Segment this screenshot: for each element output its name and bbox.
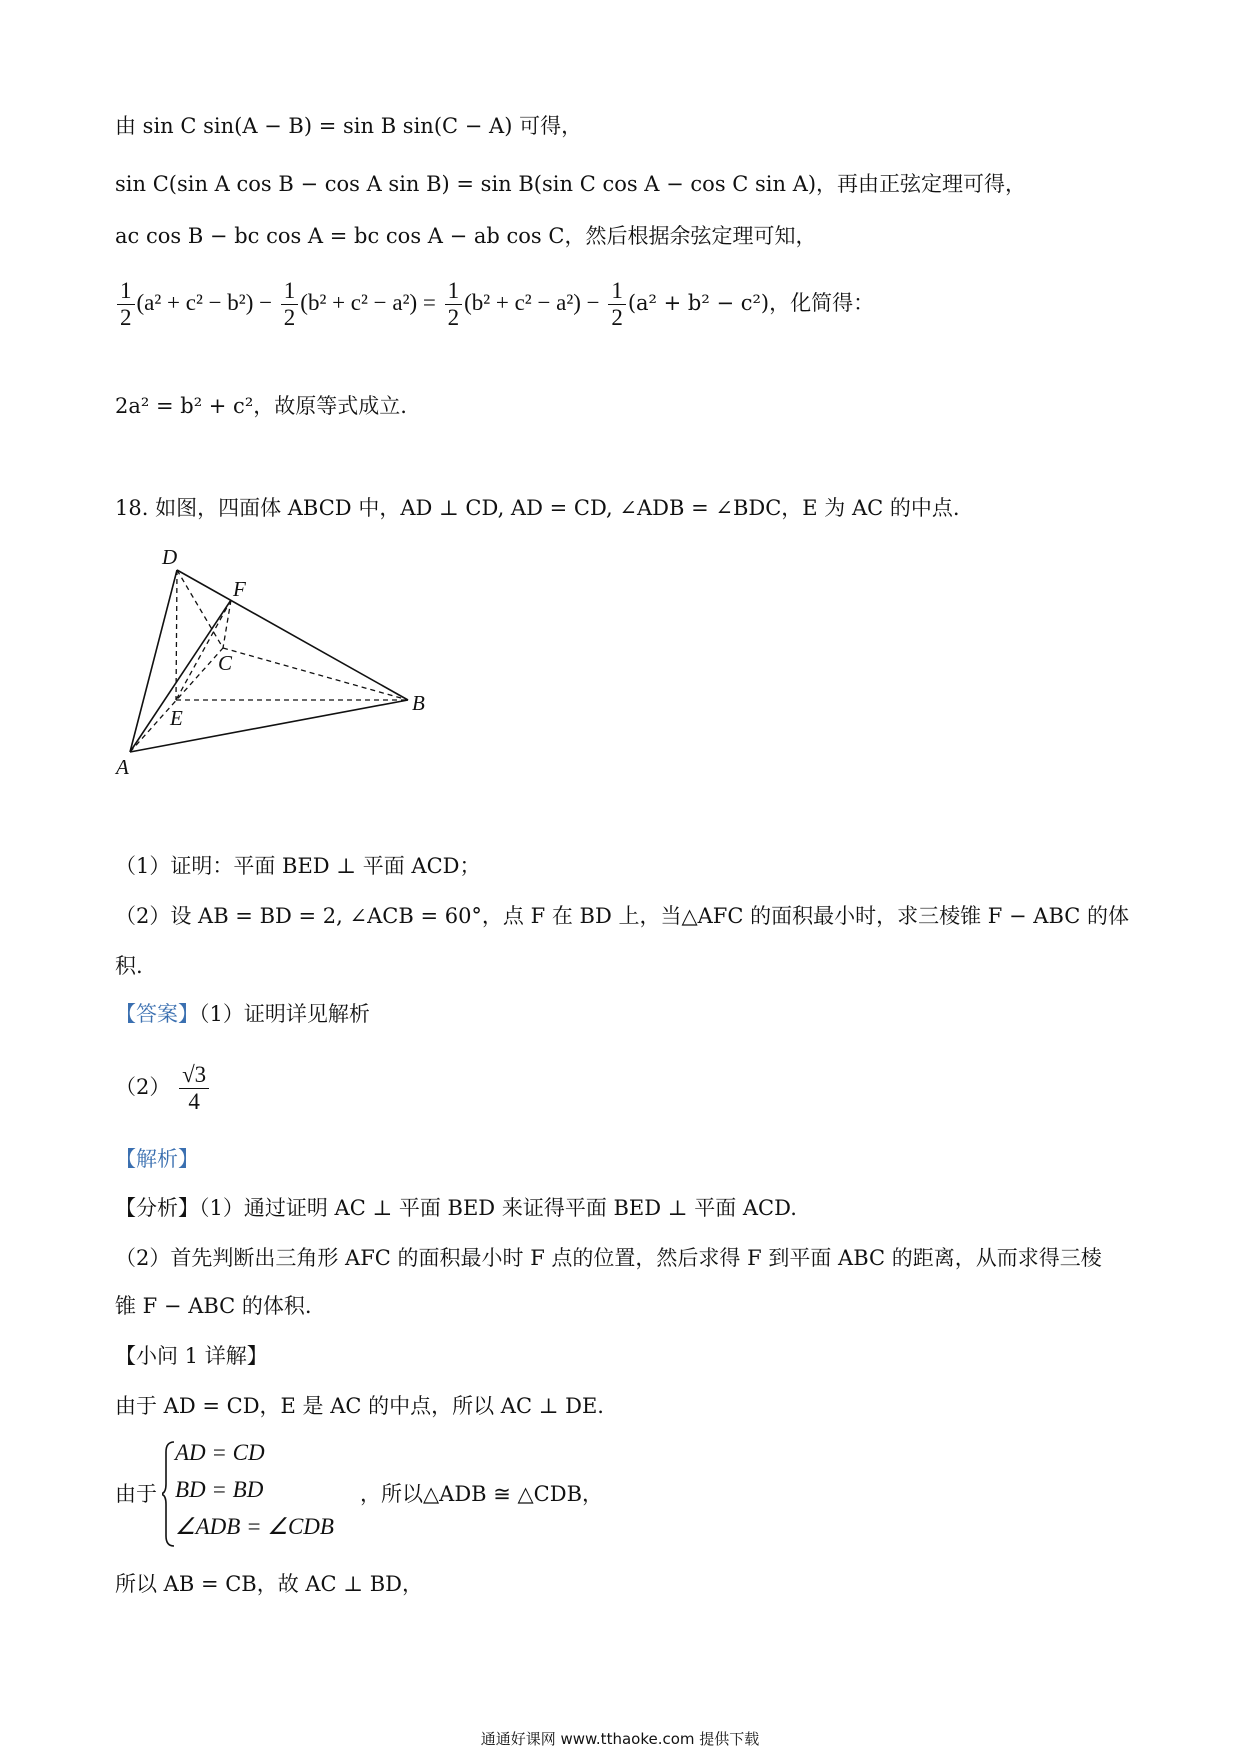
edge-DC xyxy=(177,570,223,648)
analysis-tag: 【解析】 xyxy=(115,1147,199,1171)
system-eq-2: BD = BD xyxy=(175,1477,264,1502)
analysis-2b: 锥 F − ABC 的体积. xyxy=(115,1294,312,1318)
label-C: C xyxy=(218,651,233,675)
part-2b: 积. xyxy=(115,954,143,978)
fraction: $\frac{1}{2}$ xyxy=(608,278,626,331)
subquestion-1-heading: 【小问 1 详解】 xyxy=(115,1344,268,1368)
label-A: A xyxy=(116,755,129,779)
detail-2-pre: 由于 xyxy=(115,1482,157,1506)
fraction: $\frac{1}{2}$ xyxy=(445,278,463,331)
detail-3: 所以 AB = CB，故 AC ⊥ BD， xyxy=(115,1572,423,1596)
answer-2: （2） $\frac{√3}{4}$ xyxy=(115,1062,211,1115)
question-18: 18. 如图，四面体 ABCD 中，AD ⊥ CD, AD = CD, ∠ADB = ∠BDC，E 为 AC 的中点. xyxy=(115,496,960,520)
text-line-3: ac cos B − bc cos A = bc cos A − ab cos C，然后根据余弦定理可知， xyxy=(115,224,817,248)
part-1: （1）证明：平面 BED ⊥ 平面 ACD； xyxy=(115,854,481,878)
edge-FE xyxy=(176,600,231,700)
detail-2-post: ，所以△ADB ≅ △CDB， xyxy=(360,1482,604,1506)
tetrahedron-figure xyxy=(110,540,450,780)
label-E: E xyxy=(170,706,183,730)
fraction: $\frac{1}{2}$ xyxy=(117,278,135,331)
equation-line-4: $\frac{1}{2}$ (a² + c² − b²) − $\frac{1}{2}$ (b² + c² − a²) = $\frac{1}{2}$ (b² + c² − a²) − $\frac{1}{2}$ (a² + b² − c²)，化简得： xyxy=(115,278,874,331)
fraction: $\frac{1}{2}$ xyxy=(281,278,299,331)
analysis-2a: （2）首先判断出三角形 AFC 的面积最小时 F 点的位置，然后求得 F 到平面 ABC 的距离，从而求得三棱 xyxy=(115,1246,1102,1270)
part-2a: （2）设 AB = BD = 2, ∠ACB = 60°，点 F 在 BD 上，当△AFC 的面积最小时，求三棱锥 F − ABC 的体 xyxy=(115,904,1130,928)
system-eq-1: AD = CD xyxy=(175,1440,265,1465)
text-line-1: 由 sin C sin(A − B) = sin B sin(C − A) 可得， xyxy=(115,114,583,138)
label-D: D xyxy=(162,545,178,569)
analysis-1: 【分析】（1）通过证明 AC ⊥ 平面 BED 来证得平面 BED ⊥ 平面 ACD. xyxy=(115,1196,797,1220)
answer-line xyxy=(115,1000,370,1028)
answer-fraction: $\frac{√3}{4}$ xyxy=(179,1062,209,1115)
footer: 通通好课网 www.tthaoke.com 提供下载 xyxy=(480,1730,760,1748)
answer-tag: 【答案】 xyxy=(115,1002,199,1026)
answer-1: （1）证明详见解析 xyxy=(199,1002,370,1026)
text-line-2: sin C(sin A cos B − cos A sin B) = sin B(sin C cos A − cos C sin A)，再由正弦定理可得， xyxy=(115,172,1027,196)
label-B: B xyxy=(412,691,425,715)
system-eq-3: ∠ADB = ∠CDB xyxy=(175,1514,334,1539)
text-line-5: 2a² = b² + c²，故原等式成立. xyxy=(115,394,407,418)
edge-CB xyxy=(223,648,408,700)
detail-1: 由于 AD = CD，E 是 AC 的中点，所以 AC ⊥ DE. xyxy=(115,1394,604,1418)
label-F: F xyxy=(233,577,246,601)
